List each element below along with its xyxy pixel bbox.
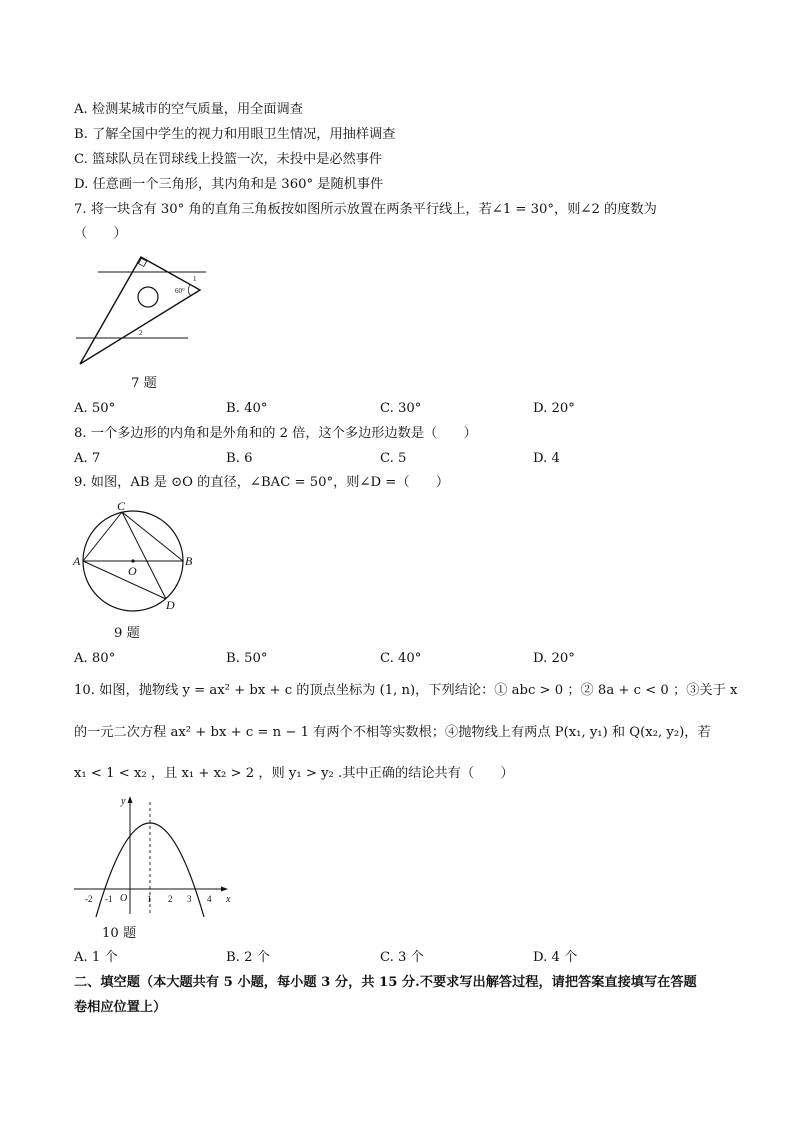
q7-label-2: 2: [139, 329, 143, 337]
q9-chord-cb: [122, 512, 183, 561]
q9-figure: [72, 500, 202, 620]
q7-label-60: 60°: [175, 287, 185, 295]
q6-option-a: A. 检测某城市的空气质量，用全面调查: [74, 102, 303, 117]
q6-option-c: C. 篮球队员在罚球线上投篮一次，未投中是必然事件: [74, 152, 383, 167]
q10-tick-4: 4: [207, 894, 212, 904]
q9-chord-cd: [122, 512, 166, 599]
q9-option-b: B. 50°: [226, 651, 268, 666]
q10-stem-line2: 的一元二次方程 ax² + bx + c = n − 1 有两个不相等实数根；④抛物线上有两点 P(x₁, y₁) 和 Q(x₂, y₂)，若: [74, 725, 711, 740]
q8-option-c: C. 5: [380, 451, 407, 466]
q7-figure: [72, 250, 212, 370]
q6-option-d: D. 任意画一个三角形，其内角和是 360° 是随机事件: [74, 177, 384, 192]
q10-option-c: C. 3 个: [380, 950, 424, 965]
q10-stem-line3: x₁ < 1 < x₂ ，且 x₁ + x₂ > 2 ，则 y₁ > y₂ .其中正确的结论共有（ ）: [74, 766, 514, 781]
q10-tick-1: 1: [147, 894, 152, 904]
q7-option-a: A. 50°: [74, 401, 116, 416]
q10-label-y: y: [121, 796, 126, 807]
q9-label-c: C: [117, 499, 126, 513]
q7-option-d: D. 20°: [533, 401, 575, 416]
q9-label-a: A: [73, 554, 81, 568]
q10-tick-neg2: -2: [85, 894, 93, 904]
q7-paren: （ ）: [74, 226, 127, 241]
q6-option-b: B. 了解全国中学生的视力和用眼卫生情况，用抽样调查: [74, 127, 396, 142]
q9-caption: 9 题: [114, 626, 140, 641]
q9-option-a: A. 80°: [74, 651, 116, 666]
q7-triangle: [80, 257, 200, 364]
q7-caption: 7 题: [131, 376, 157, 391]
q10-option-d: D. 4 个: [533, 950, 578, 965]
q10-tick-neg1: -1: [105, 894, 113, 904]
q10-label-x: x: [226, 894, 231, 905]
q8-option-d: D. 4: [533, 451, 560, 466]
q7-option-c: C. 30°: [380, 401, 422, 416]
section2-heading-line2: 卷相应位置上）: [74, 1000, 167, 1015]
q9-label-b: B: [185, 554, 193, 568]
q9-option-c: C. 40°: [380, 651, 422, 666]
q8-option-b: B. 6: [226, 451, 253, 466]
q9-label-o: O: [128, 564, 137, 578]
q8-stem: 8. 一个多边形的内角和是外角和的 2 倍，这个多边形边数是（ ）: [74, 426, 477, 441]
q9-center-dot: [131, 559, 134, 562]
q10-tick-3: 3: [187, 894, 192, 904]
q10-figure: [70, 792, 240, 917]
q10-option-a: A. 1 个: [74, 950, 118, 965]
q9-stem: 9. 如图，AB 是 ⊙O 的直径，∠BAC = 50°，则∠D =（ ）: [74, 475, 450, 490]
section2-heading-line1: 二、填空题（本大题共有 5 小题，每小题 3 分，共 15 分.不要求写出解答过程，请把答案直接填写在答题: [74, 975, 697, 990]
q9-option-d: D. 20°: [533, 651, 575, 666]
q10-tick-2: 2: [168, 894, 173, 904]
q10-label-o: O: [120, 893, 128, 904]
q7-stem: 7. 将一块含有 30° 角的直角三角板按如图所示放置在两条平行线上，若∠1 = 30°，则∠2 的度数为: [74, 202, 657, 217]
q10-caption: 10 题: [102, 926, 137, 941]
q7-triangle-hole: [138, 287, 158, 307]
q7-option-b: B. 40°: [226, 401, 268, 416]
q10-stem-line1: 10. 如图，抛物线 y = ax² + bx + c 的顶点坐标为 (1, n)，下列结论：① abc > 0 ；② 8a + c < 0 ；③关于 x: [74, 683, 738, 698]
q9-label-d: D: [166, 598, 175, 612]
q7-label-1: 1: [193, 275, 197, 283]
q8-option-a: A. 7: [74, 451, 101, 466]
q10-option-b: B. 2 个: [226, 950, 270, 965]
